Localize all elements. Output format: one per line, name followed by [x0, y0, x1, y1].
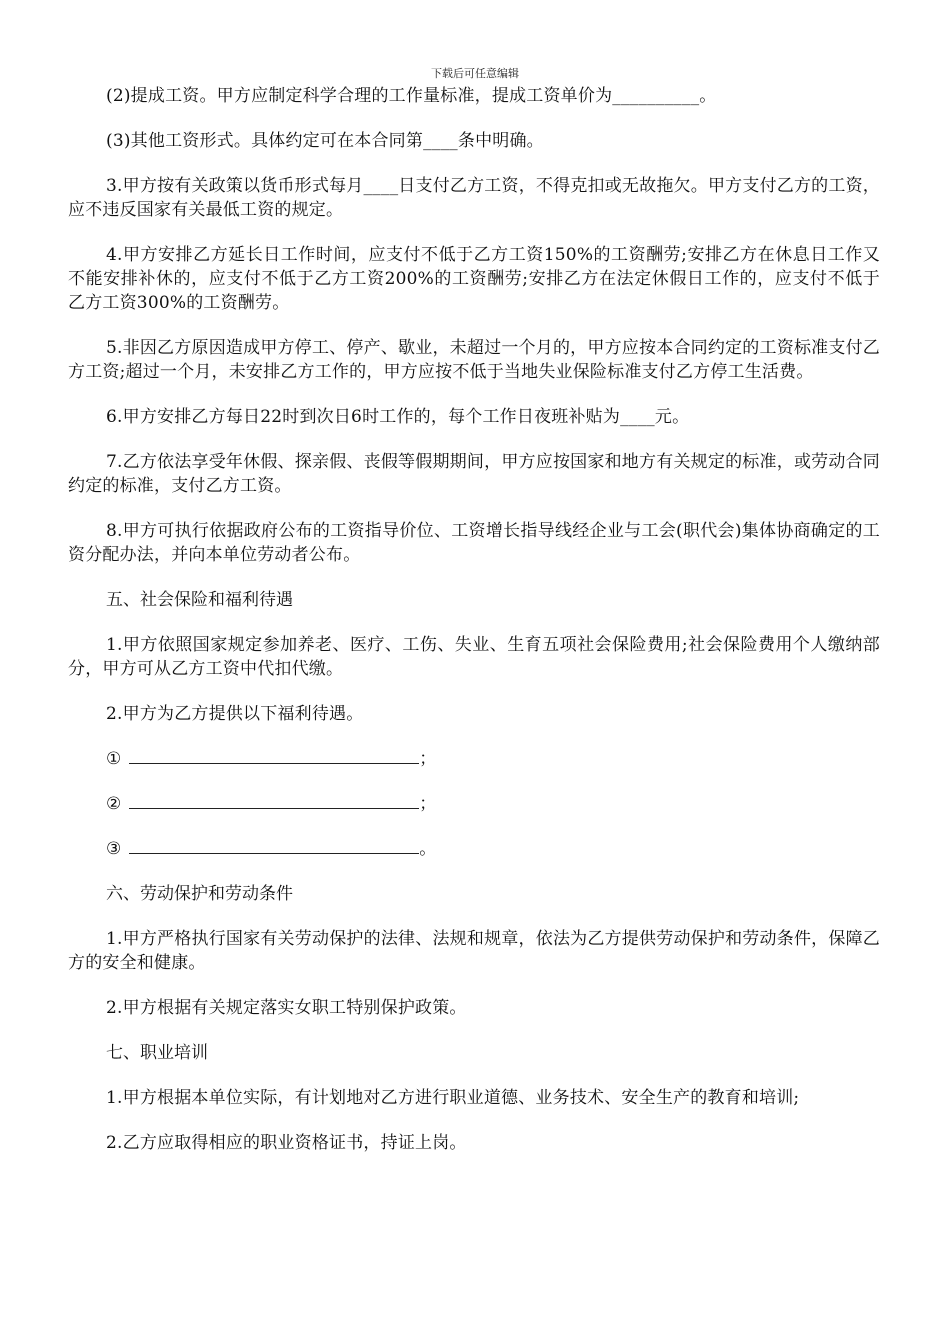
- page-header-note: 下载后可任意编辑: [431, 67, 519, 80]
- benefit-marker-1: ①: [106, 749, 122, 769]
- benefit-blank-2: [68, 792, 880, 816]
- paragraph-labor-protection: 1.甲方严格执行国家有关劳动保护的法律、法规和规章，依法为乙方提供劳动保护和劳动条件，保障乙方的安全和健康。: [68, 929, 880, 973]
- section-heading-insurance: 五、社会保险和福利待遇: [106, 590, 293, 610]
- paragraph-night-shift: 6.甲方安排乙方每日22时到次日6时工作的，每个工作日夜班补贴为____元。: [106, 407, 690, 427]
- section-heading-training: 七、职业培训: [106, 1043, 208, 1063]
- paragraph-benefits: 2.甲方为乙方提供以下福利待遇。: [106, 704, 364, 724]
- paragraph-commission-wage: (2)提成工资。甲方应制定科学合理的工作量标准，提成工资单价为__________。: [106, 86, 717, 106]
- benefit-marker-3: ③: [106, 839, 122, 859]
- paragraph-pay-day: 3.甲方按有关政策以货币形式每月____日支付乙方工资，不得克扣或无故拖欠。甲方支付乙方的工资，应不违反国家有关最低工资的规定。: [68, 176, 880, 220]
- paragraph-leave-pay: 7.乙方依法享受年休假、探亲假、丧假等假期期间，甲方应按国家和地方有关规定的标准，或劳动合同约定的标准，支付乙方工资。: [68, 452, 880, 496]
- paragraph-work-stoppage: 5.非因乙方原因造成甲方停工、停产、歇业，未超过一个月的，甲方应按本合同约定的工资标准支付乙方工资;超过一个月，未安排乙方工作的，甲方应按不低于当地失业保险标准支付乙方停工生活费。: [68, 338, 880, 382]
- paragraph-social-insurance: 1.甲方依照国家规定参加养老、医疗、工伤、失业、生育五项社会保险费用;社会保险费用个人缴纳部分，甲方可从乙方工资中代扣代缴。: [68, 635, 880, 679]
- benefit-blank-1: [68, 747, 880, 771]
- paragraph-other-wage: (3)其他工资形式。具体约定可在本合同第____条中明确。: [106, 131, 544, 151]
- benefit-end-3: 。: [419, 839, 437, 859]
- benefit-blank-3: [68, 837, 880, 861]
- benefit-fill-line-3: [129, 839, 419, 854]
- document-body: [68, 84, 880, 1176]
- benefit-fill-line-2: [129, 794, 419, 809]
- paragraph-training: 1.甲方根据本单位实际，有计划地对乙方进行职业道德、业务技术、安全生产的教育和培训;: [106, 1088, 800, 1108]
- section-heading-labor-protection: 六、劳动保护和劳动条件: [106, 884, 293, 904]
- benefit-marker-2: ②: [106, 794, 122, 814]
- benefit-end-1: ；: [419, 749, 437, 769]
- paragraph-female-protection: 2.甲方根据有关规定落实女职工特别保护政策。: [106, 998, 467, 1018]
- paragraph-certification: 2.乙方应取得相应的职业资格证书，持证上岗。: [106, 1133, 467, 1153]
- benefit-end-2: ；: [419, 794, 437, 814]
- paragraph-wage-guidance: 8.甲方可执行依据政府公布的工资指导价位、工资增长指导线经企业与工会(职代会)集体协商确定的工资分配办法，并向本单位劳动者公布。: [68, 521, 880, 565]
- paragraph-overtime-pay: 4.甲方安排乙方延长日工作时间，应支付不低于乙方工资150%的工资酬劳;安排乙方在休息日工作又不能安排补休的，应支付不低于乙方工资200%的工资酬劳;安排乙方在法定休假日工作的，应支付不低于乙方工资300%的工资酬劳。: [68, 245, 880, 313]
- benefit-fill-line-1: [129, 749, 419, 764]
